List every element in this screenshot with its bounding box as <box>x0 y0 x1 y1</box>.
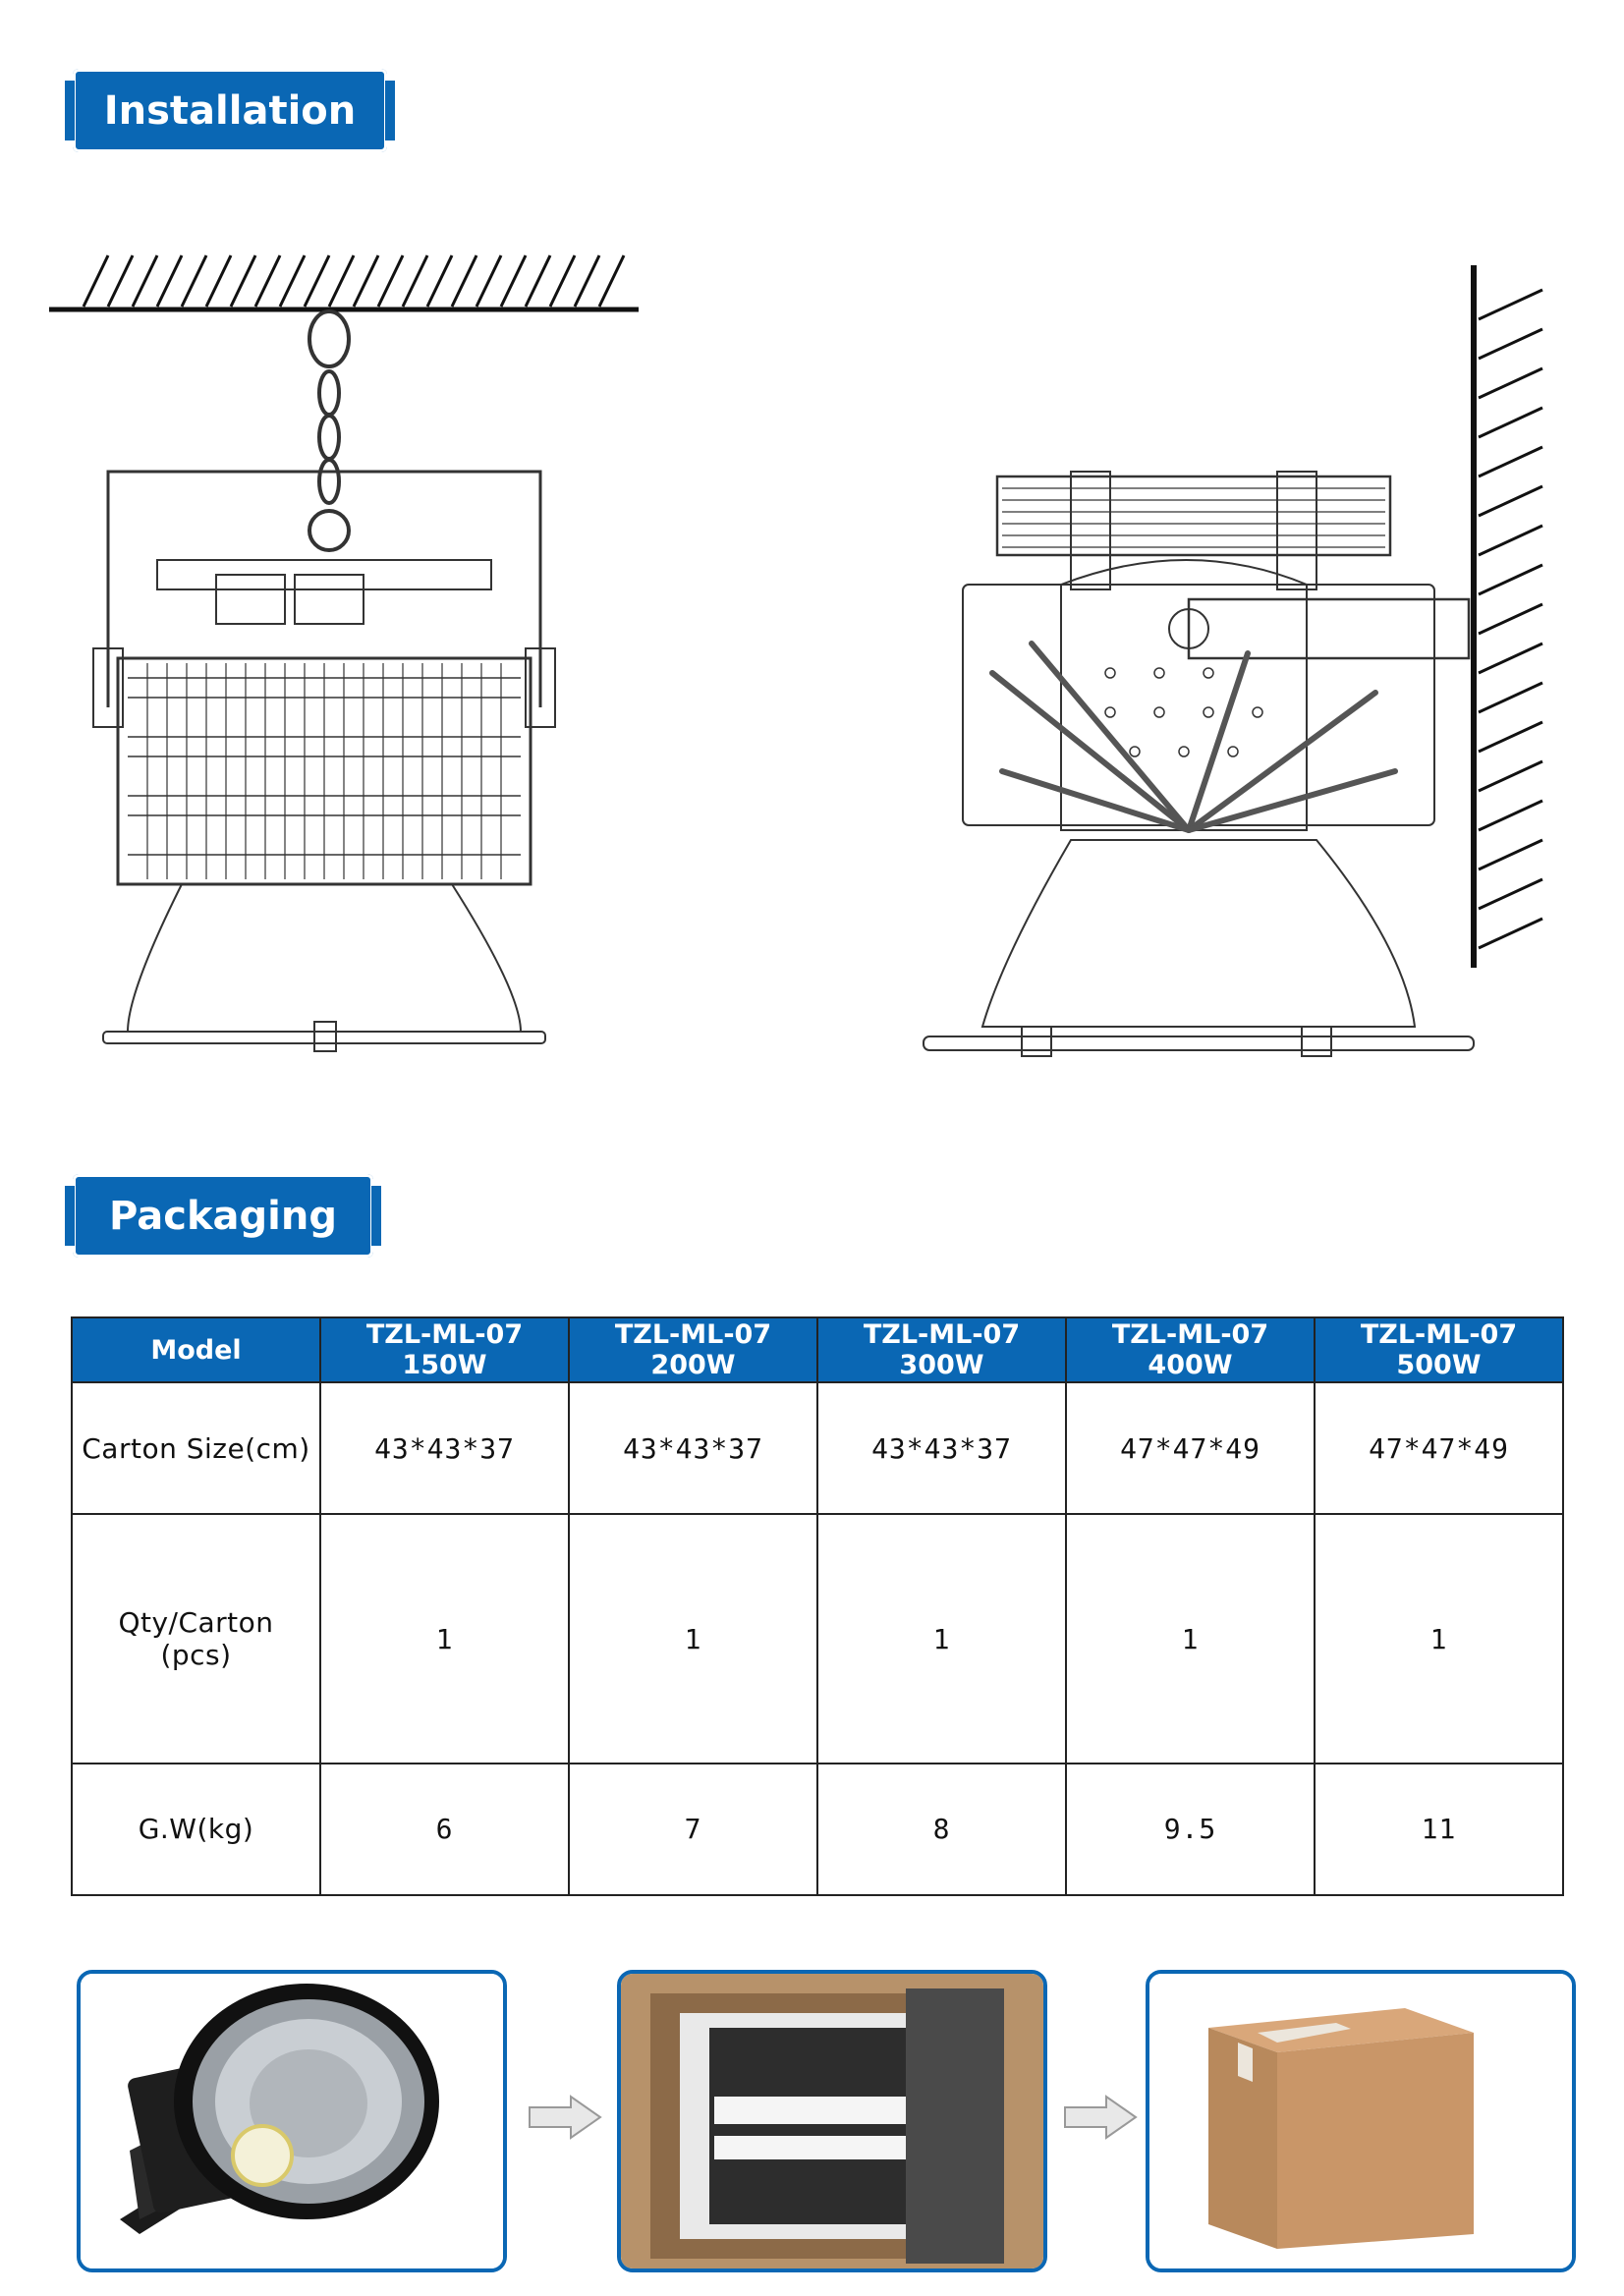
header-model-cell: TZL-ML-07 200W <box>569 1317 817 1382</box>
table-cell: 7 <box>569 1764 817 1895</box>
table-cell: 1 <box>1066 1514 1315 1764</box>
packaging-heading <box>73 1174 373 1258</box>
packaging-table <box>71 1316 1564 1896</box>
table-cell: 47*47*49 <box>1315 1382 1563 1514</box>
table-cell: 11 <box>1315 1764 1563 1895</box>
row-label-carton-size: Carton Size(cm) <box>72 1382 320 1514</box>
installation-heading <box>73 69 387 152</box>
header-model-label: Model <box>72 1317 320 1382</box>
table-cell: 9.5 <box>1066 1764 1315 1895</box>
table-cell: 8 <box>817 1764 1066 1895</box>
table-header-row <box>72 1317 1563 1382</box>
arrow-right-icon <box>526 2093 604 2142</box>
header-model-cell: TZL-ML-07 500W <box>1315 1317 1563 1382</box>
open-box-image <box>621 1974 1043 2268</box>
table-cell: 43*43*37 <box>569 1382 817 1514</box>
table-cell: 1 <box>320 1514 569 1764</box>
header-model-cell: TZL-ML-07 300W <box>817 1317 1066 1382</box>
table-cell: 47*47*49 <box>1066 1382 1315 1514</box>
carton-box-image <box>1149 1974 1572 2268</box>
row-label-gross-weight: G.W(kg) <box>72 1764 320 1895</box>
floodlight-image <box>81 1974 503 2268</box>
header-model-cell: TZL-ML-07 400W <box>1066 1317 1315 1382</box>
packaging-heading-text: Packaging <box>109 1193 337 1239</box>
table-cell: 1 <box>1315 1514 1563 1764</box>
open-carton-photo <box>617 1970 1047 2272</box>
table-cell: 43*43*37 <box>320 1382 569 1514</box>
table-row <box>72 1382 1563 1514</box>
table-row <box>72 1514 1563 1764</box>
table-cell: 6 <box>320 1764 569 1895</box>
hanging-installation-diagram <box>49 246 648 1091</box>
table-cell: 43*43*37 <box>817 1382 1066 1514</box>
arrow-right-icon <box>1061 2093 1140 2142</box>
product-photo <box>77 1970 507 2272</box>
row-label-qty-carton: Qty/Carton (pcs) <box>72 1514 320 1764</box>
table-cell: 1 <box>569 1514 817 1764</box>
closed-carton-photo <box>1146 1970 1576 2272</box>
wall-installation-diagram <box>904 260 1552 1095</box>
table-cell: 1 <box>817 1514 1066 1764</box>
header-model-cell: TZL-ML-07 150W <box>320 1317 569 1382</box>
table-row <box>72 1764 1563 1895</box>
installation-heading-text: Installation <box>103 87 357 134</box>
